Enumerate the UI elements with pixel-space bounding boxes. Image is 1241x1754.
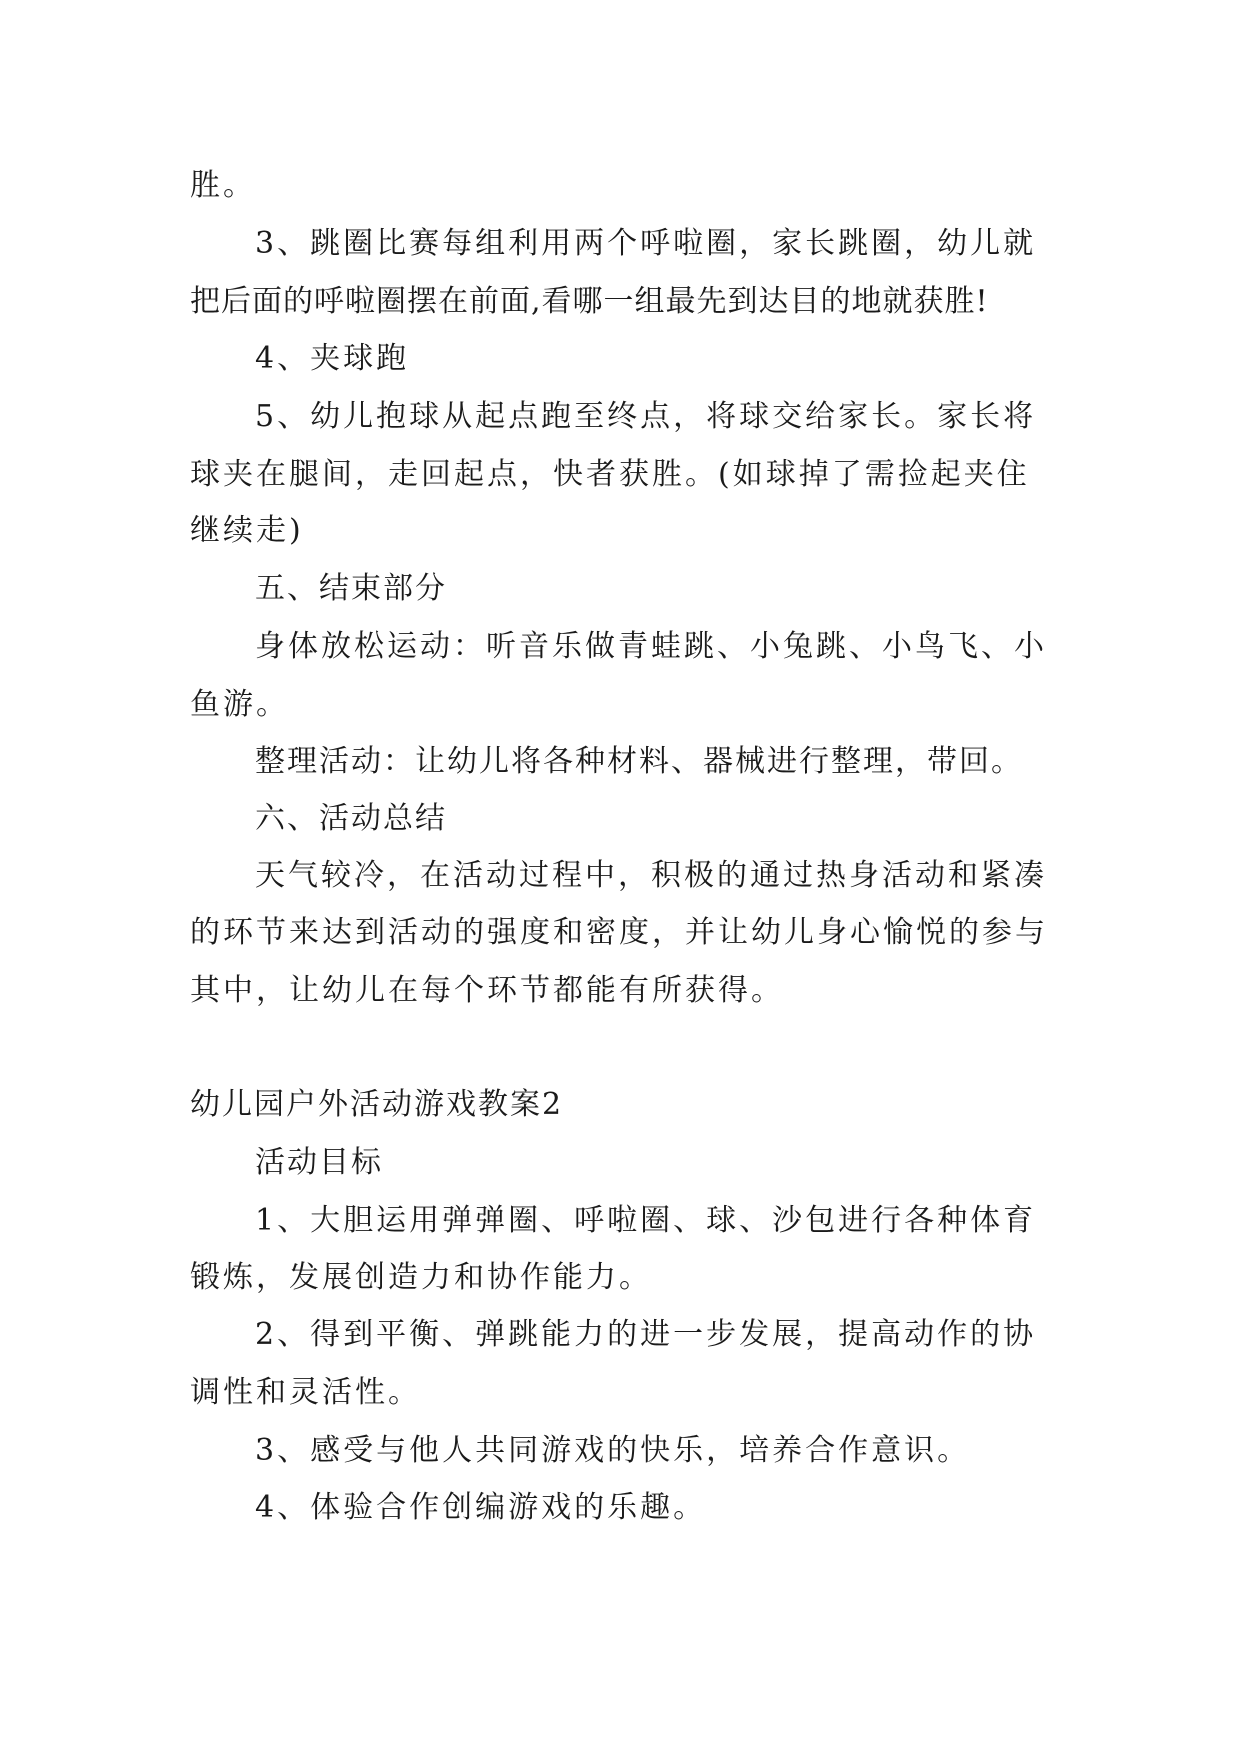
- section-heading: 活动目标: [255, 1145, 383, 1180]
- paragraph-line: 调性和灵活性。: [190, 1375, 421, 1410]
- section-heading: 六、活动总结: [255, 801, 447, 836]
- paragraph-line: 锻炼，发展创造力和协作能力。: [190, 1260, 652, 1295]
- paragraph-line: 5、幼儿抱球从起点跑至终点，将球交给家长。家长将: [255, 399, 1037, 434]
- paragraph-line: 3、跳圈比赛每组利用两个呼啦圈，家长跳圈，幼儿就: [255, 226, 1037, 261]
- paragraph-line: 其中，让幼儿在每个环节都能有所获得。: [190, 973, 784, 1008]
- paragraph-line: 球夹在腿间，走回起点，快者获胜。(如球掉了需捡起夹住: [190, 457, 1030, 492]
- paragraph-line: 身体放松运动：听音乐做青蛙跳、小兔跳、小鸟飞、小: [255, 629, 1047, 664]
- paragraph-line: 把后面的呼啦圈摆在前面,看哪一组最先到达目的地就获胜!: [190, 284, 989, 319]
- paragraph-line: 1、大胆运用弹弹圈、呼啦圈、球、沙包进行各种体育: [255, 1203, 1037, 1238]
- paragraph-line: 天气较冷，在活动过程中，积极的通过热身活动和紧凑: [255, 858, 1047, 893]
- paragraph-line: 3、感受与他人共同游戏的快乐，培养合作意识。: [255, 1433, 971, 1468]
- document-title: 幼儿园户外活动游戏教案2: [190, 1087, 564, 1122]
- list-item-heading: 4、夹球跑: [255, 341, 410, 376]
- paragraph-line: 胜。: [190, 168, 256, 203]
- paragraph-line: 继续走): [190, 513, 304, 548]
- paragraph-line: 4、体验合作创编游戏的乐趣。: [255, 1490, 707, 1525]
- section-heading: 五、结束部分: [255, 571, 447, 606]
- paragraph-line: 2、得到平衡、弹跳能力的进一步发展，提高动作的协: [255, 1317, 1037, 1352]
- paragraph-line: 鱼游。: [190, 687, 289, 722]
- paragraph-line: 整理活动：让幼儿将各种材料、器械进行整理，带回。: [255, 744, 1023, 779]
- paragraph-line: 的环节来达到活动的强度和密度，并让幼儿身心愉悦的参与: [190, 915, 1048, 950]
